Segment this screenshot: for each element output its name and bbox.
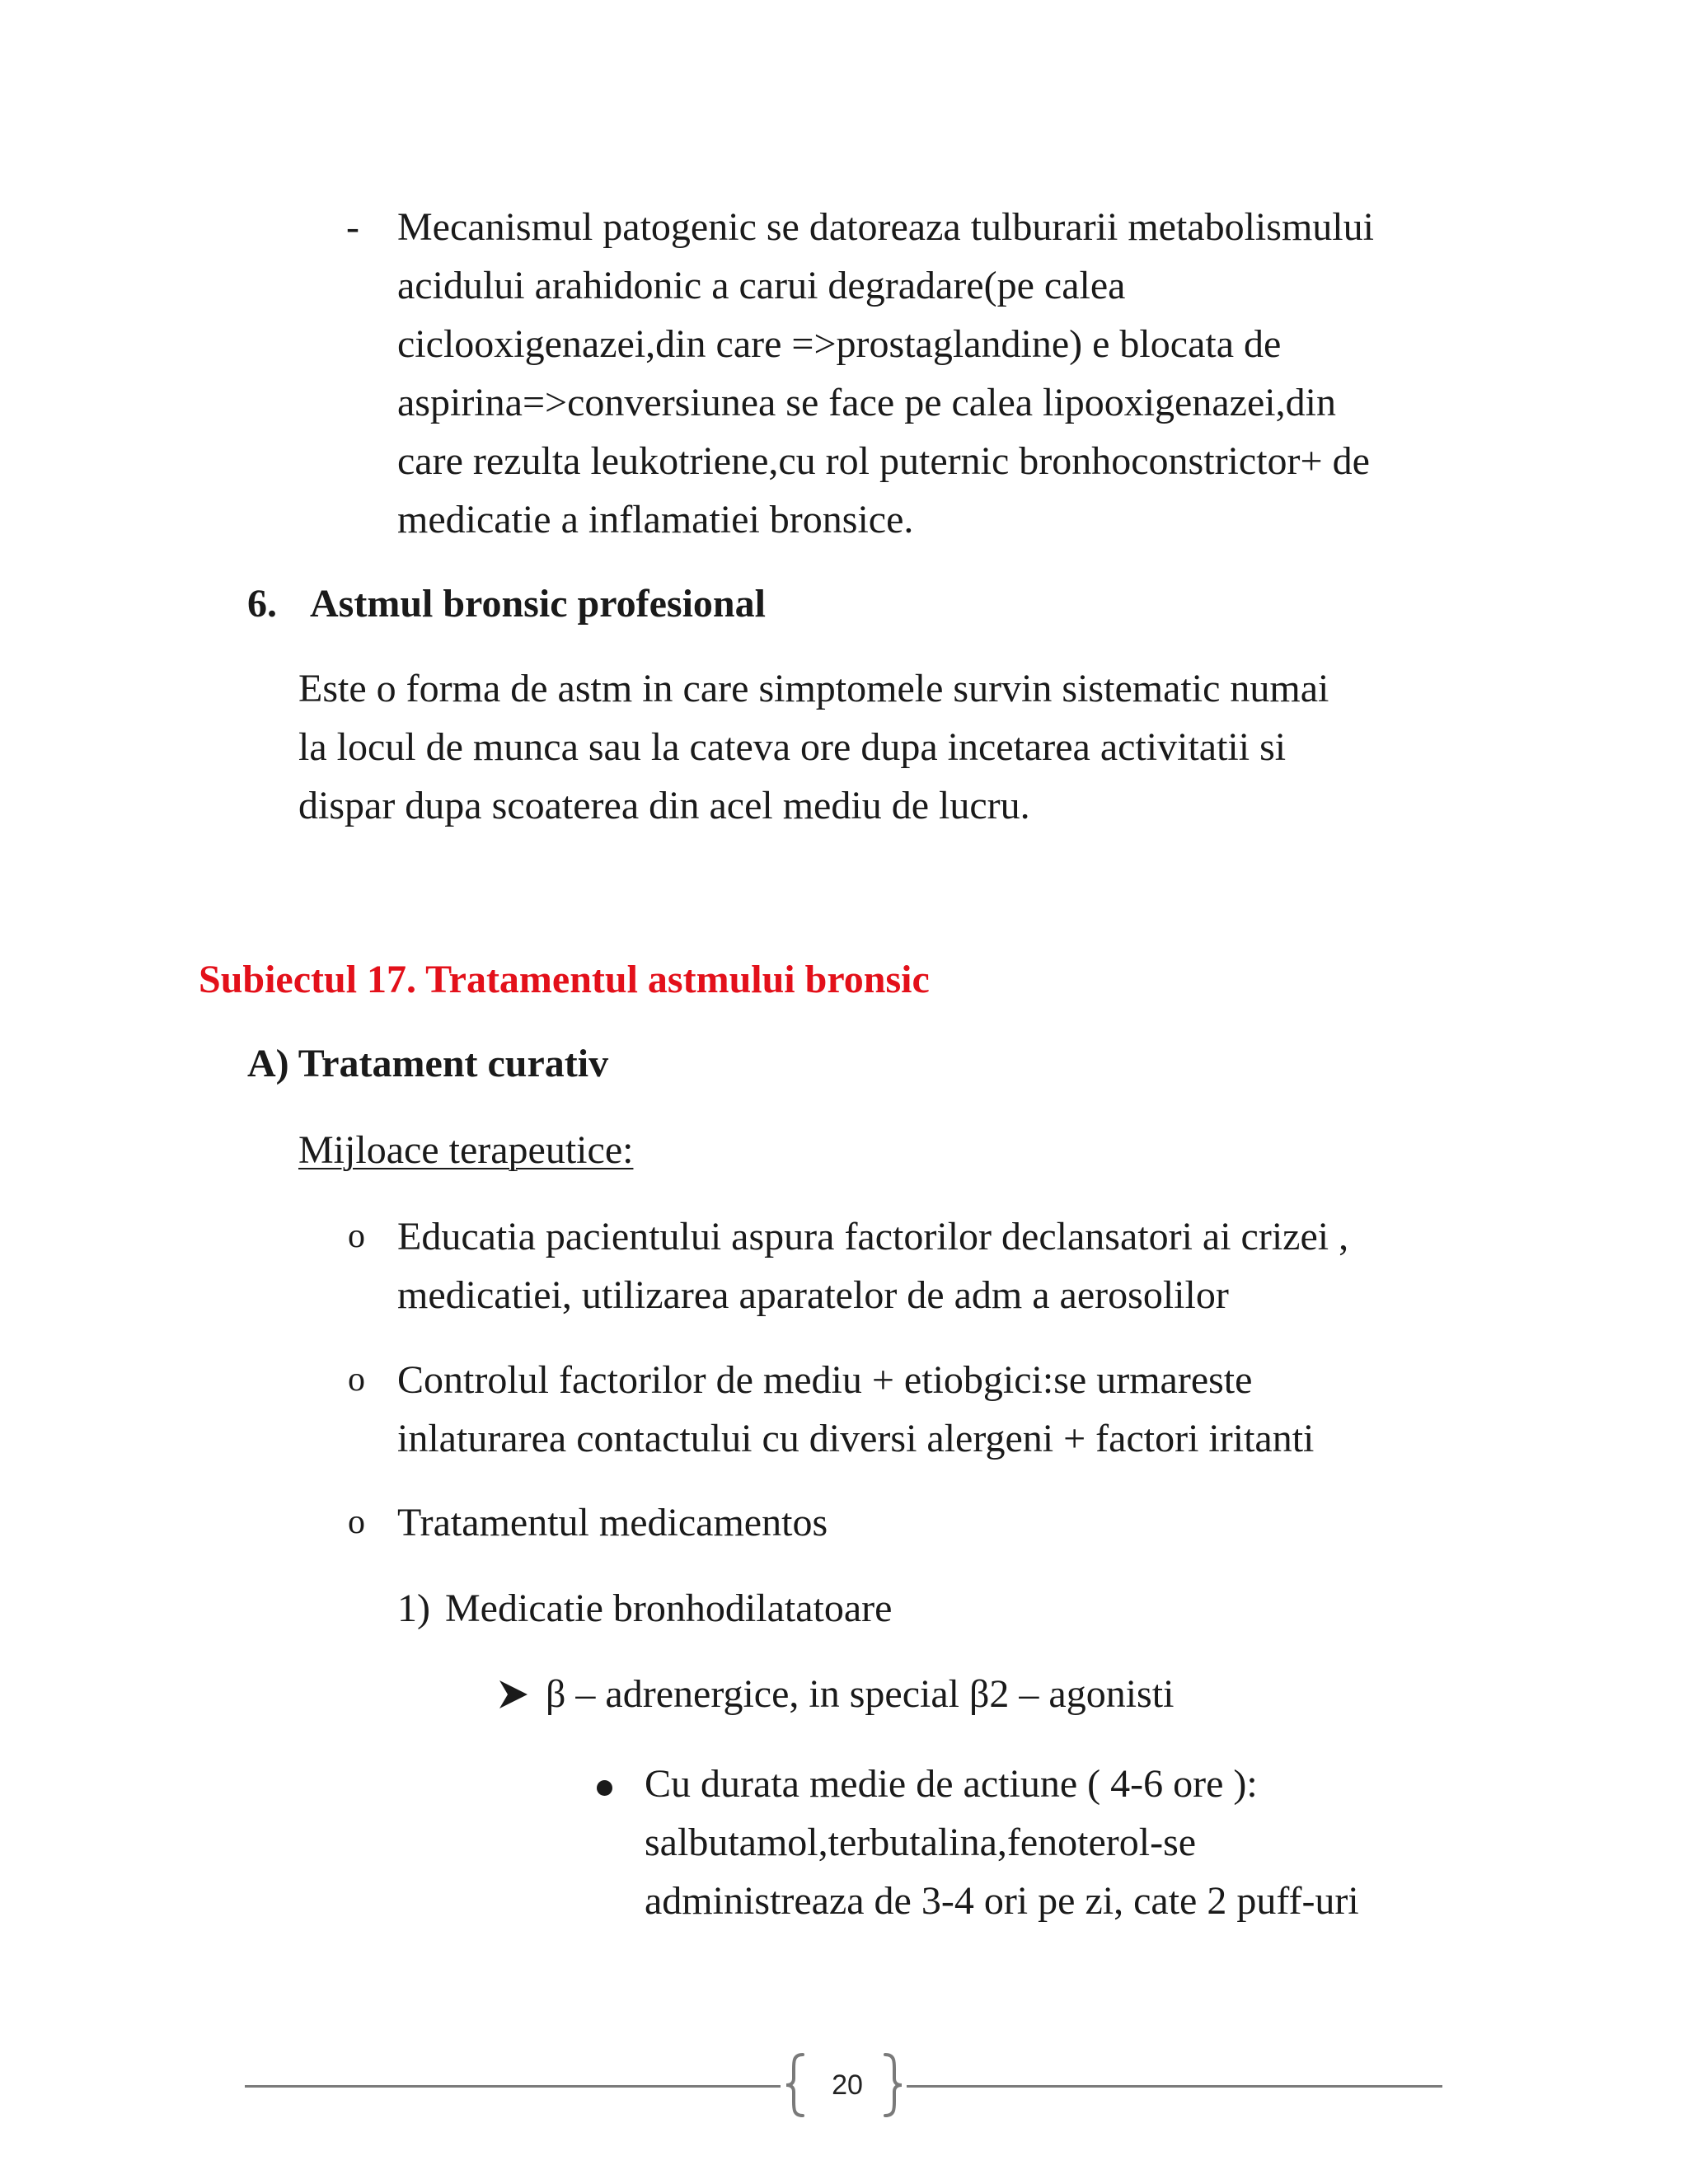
section-a-subtitle: Mijloace terapeutice: xyxy=(298,1128,634,1172)
item-6-definition xyxy=(298,659,1535,835)
item-6-number: 6. xyxy=(247,582,277,626)
item-6-heading xyxy=(247,574,766,633)
section-a-title: A) Tratament curativ xyxy=(247,1042,609,1085)
numbered-item-number: 1) xyxy=(397,1586,430,1630)
paragraph-line: dispar dupa scoaterea din acel mediu de lucru. xyxy=(298,784,1030,827)
list-item-line: salbutamol,terbutalina,fenoterol-se xyxy=(645,1821,1197,1864)
numbered-item xyxy=(397,1579,892,1638)
subject-title: Subiectul 17. Tratamentul astmului bronsic xyxy=(199,958,930,1001)
list-item xyxy=(397,1351,1551,1468)
hollow-circle-bullet: o xyxy=(348,1503,365,1541)
list-item-line: medicatiei, utilizarea aparatelor de adm a aerosolilor xyxy=(397,1273,1229,1317)
footer-rule-left xyxy=(245,2085,781,2088)
paragraph-line: Este o forma de astm in care simptomele survin sistematic numai xyxy=(298,667,1329,710)
paragraph-line: care rezulta leukotriene,cu rol puternic bronhoconstrictor+ de xyxy=(397,439,1370,483)
arrow-list-item: β – adrenergice, in special β2 – agonisti xyxy=(546,1672,1175,1716)
list-item-line: inlaturarea contactului cu diversi alergeni + factori iritanti xyxy=(397,1417,1315,1460)
list-item-line: Controlul factorilor de mediu + etiobgici:se urmareste xyxy=(397,1358,1253,1402)
paragraph-line: ciclooxigenazei,din care =>prostaglandine) e blocata de xyxy=(397,322,1282,366)
list-item-line: administreaza de 3-4 ori pe zi, cate 2 puff-uri xyxy=(645,1879,1359,1923)
hollow-circle-bullet: o xyxy=(348,1217,365,1255)
footer-rule-right xyxy=(907,2085,1442,2088)
paragraph-line: medicatie a inflamatiei bronsice. xyxy=(397,498,914,541)
page-number: 20 xyxy=(832,2069,863,2101)
dash-marker: - xyxy=(346,205,359,249)
filled-dot-bullet-icon xyxy=(597,1780,612,1796)
numbered-item-text: Medicatie bronhodilatatoare xyxy=(445,1586,893,1630)
list-item-line: Cu durata medie de actiune ( 4-6 ore ): xyxy=(645,1762,1258,1806)
list-item-line: Tratamentul medicamentos xyxy=(397,1501,828,1544)
mechanism-paragraph xyxy=(397,198,1535,549)
right-curly-brace-icon xyxy=(880,2052,905,2118)
paragraph-line: acidului arahidonic a carui degradare(pe calea xyxy=(397,264,1126,307)
list-item xyxy=(397,1207,1551,1324)
list-item xyxy=(397,1493,1551,1552)
item-6-title: Astmul bronsic profesional xyxy=(310,582,766,626)
paragraph-line: Mecanismul patogenic se datoreaza tulburarii metabolismului xyxy=(397,205,1374,249)
dot-list-item xyxy=(645,1755,1359,1930)
left-curly-brace-icon xyxy=(783,2052,808,2118)
hollow-circle-bullet: o xyxy=(348,1361,365,1399)
list-item-line: Educatia pacientului aspura factorilor declansatori ai crizei , xyxy=(397,1215,1349,1258)
paragraph-line: aspirina=>conversiunea se face pe calea lipooxigenazei,din xyxy=(397,381,1336,424)
arrowhead-bullet-icon xyxy=(496,1665,532,1723)
paragraph-line: la locul de munca sau la cateva ore dupa incetarea activitatii si xyxy=(298,725,1287,769)
